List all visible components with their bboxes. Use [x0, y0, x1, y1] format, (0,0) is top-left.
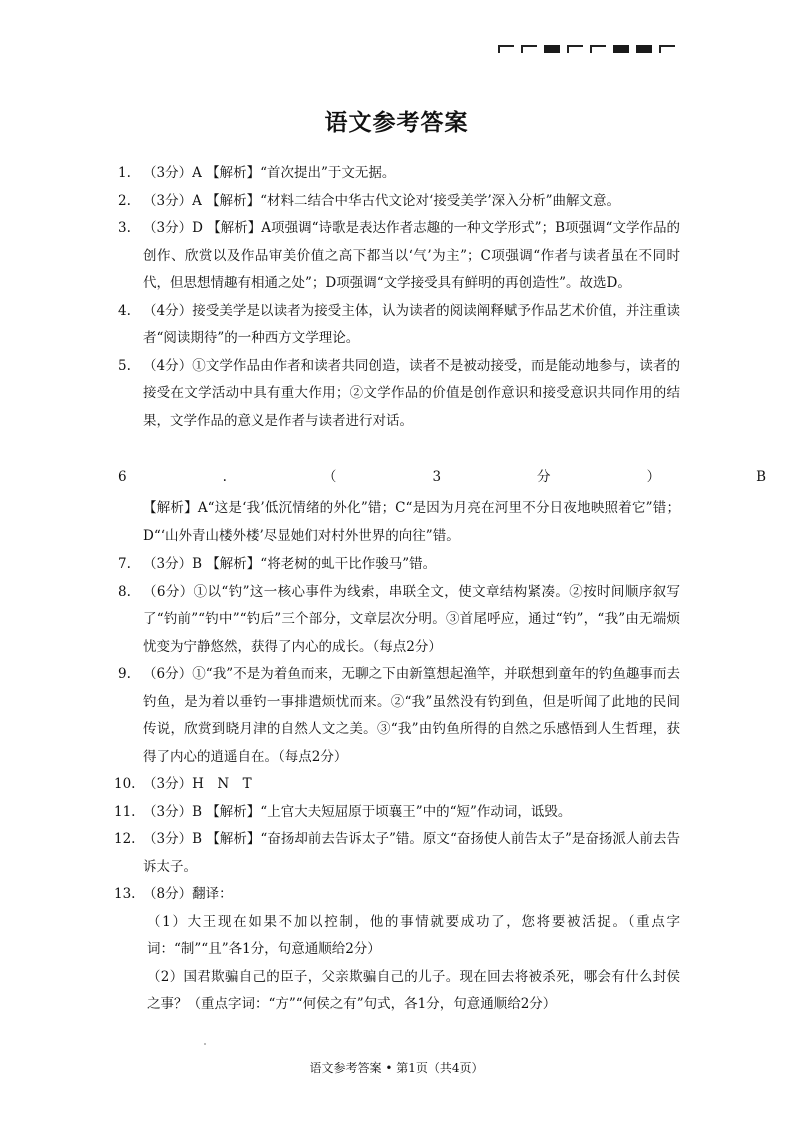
answer-number: 2.	[118, 192, 131, 209]
header-mark	[636, 45, 652, 53]
answer-number: 12.	[114, 831, 136, 847]
answer-item	[118, 188, 680, 216]
q6-part: 6	[118, 469, 127, 485]
answer-text: （3分）H N T	[143, 776, 252, 792]
answer-number: 10.	[114, 776, 136, 792]
header-mark	[567, 45, 583, 53]
translation-item: （2）国君欺骗自己的臣子，父亲欺骗自己的儿子。现在回去将被杀死，哪会有什么封侯之事？（重点字词：“方”“何侯之有”句式，各1分，句意通顺给2分）	[147, 968, 680, 1012]
page-title: 语文参考答案	[324, 110, 469, 136]
answer-item	[118, 579, 680, 662]
answer-text: （3分）A 【解析】“材料二结合中华古代文论对‘接受美学’深入分析”曲解文意。	[143, 192, 621, 209]
answer-number: 3.	[118, 220, 131, 236]
header-mark	[613, 45, 629, 53]
answer-number: 7.	[118, 556, 131, 572]
answer-text: （6分）①以“钓”这一核心事件为线索，串联全文，使文章结构紧凑。②按时间顺序叙写了“钓前”“钓中”“钓后”三个部分，文章层次分明。③首尾呼应，通过“钓”，“我”由无端烦忧变为宁静悠然，获得了内心的成长。（每点2分）	[143, 583, 680, 655]
answer-text: （4分）①文学作品由作者和读者共同创造，读者不是被动接受，而是能动地参与，读者的接受在文学活动中具有重大作用；②文学作品的价值是创作意识和接受意识共同作用的结果，文学作品的意义是作者与读者进行对话。	[143, 357, 680, 429]
answer-number: 5.	[118, 357, 131, 374]
answer-item	[114, 799, 680, 827]
answer-item	[118, 551, 680, 579]
answer-number: 1.	[118, 165, 131, 181]
answer-number: 8.	[118, 583, 131, 600]
answers-bottom	[114, 551, 680, 1019]
header-mark	[544, 45, 560, 53]
answer-text: （3分）A 【解析】“首次提出”于文无据。	[143, 165, 396, 181]
answer-number: 4.	[118, 302, 131, 319]
answer-item	[118, 160, 680, 188]
header-mark	[498, 45, 514, 53]
answer-number: 9.	[118, 666, 131, 682]
answer-item	[118, 298, 680, 353]
header-mark	[590, 45, 606, 53]
header-marks	[498, 45, 675, 53]
page-footer: 语文参考答案 • 第1页（共4页）	[309, 1061, 484, 1075]
q6-part: .	[222, 469, 227, 485]
answer-number: 11.	[114, 803, 136, 820]
answer-item	[118, 215, 680, 298]
answer-item	[114, 826, 680, 881]
answer-item	[118, 353, 680, 436]
answer-text: （3分）B 【解析】“奋扬却前去告诉太子”错。原文“奋扬使人前告太子”是奋扬派人前去告诉太子。	[143, 831, 680, 875]
scan-speck	[204, 1043, 206, 1045]
header-mark	[659, 45, 675, 53]
answer-text: （3分）B 【解析】“上官大夫短屈原于顷襄王”中的“短”作动词，诋毁。	[143, 803, 572, 820]
q6-part: 3	[432, 469, 442, 485]
answer-text: （8分）翻译：	[143, 886, 233, 902]
answer-text: （3分）B 【解析】“将老树的虬干比作骏马”错。	[143, 556, 437, 572]
answer-text: （6分）①“我”不是为着鱼而来，无聊之下由新篁想起渔竿，并联想到童年的钓鱼趣事而去钓鱼，是为着以垂钓一事排遣烦忧而来。②“我”虽然没有钓到鱼，但是听闻了此地的民间传说，欣赏到晓月津的自然人文之美。③“我”由钓鱼所得的自然之乐感悟到人生哲理，获得了内心的逍遥自在。（每点2分）	[143, 666, 680, 765]
answer-text: （4分）接受美学是以读者为接受主体，认为读者的阅读阐释赋予作品艺术价值，并注重读者“阅读期待”的一种西方文学理论。	[143, 302, 680, 346]
header-mark	[521, 45, 537, 53]
answer-item	[118, 661, 680, 771]
question-6-line	[118, 464, 766, 491]
answer-item	[114, 771, 680, 799]
q6-part: B	[756, 469, 766, 485]
q6-explanation: 【解析】A“这是‘我’低沉情绪的外化”错；C“是因为月亮在河里不分日夜地映照着它”错；D“‘山外青山楼外楼’尽显她们对村外世界的向往”错。	[143, 500, 680, 544]
answer-item	[114, 881, 680, 909]
answers-top	[118, 160, 680, 435]
q6-part: ）	[646, 469, 661, 485]
q6-part: （	[322, 469, 337, 485]
answer-number: 13.	[114, 886, 136, 902]
answer-text: （3分）D 【解析】A项强调“诗歌是表达作者志趣的一种文学形式”；B项强调“文学作品的创作、欣赏以及作品审美价值之高下都当以‘气’为主”；C项强调“作者与读者虽在不同时代，但思想情趣有相通之处”；D项强调“文学接受具有鲜明的再创造性”。故选D。	[143, 220, 680, 291]
q6-part: 分	[537, 469, 551, 485]
translation-item: （1）大王现在如果不加以控制，他的事情就要成功了，您将要被活捉。（重点字词：“制”“且”各1分，句意通顺给2分）	[147, 913, 680, 957]
